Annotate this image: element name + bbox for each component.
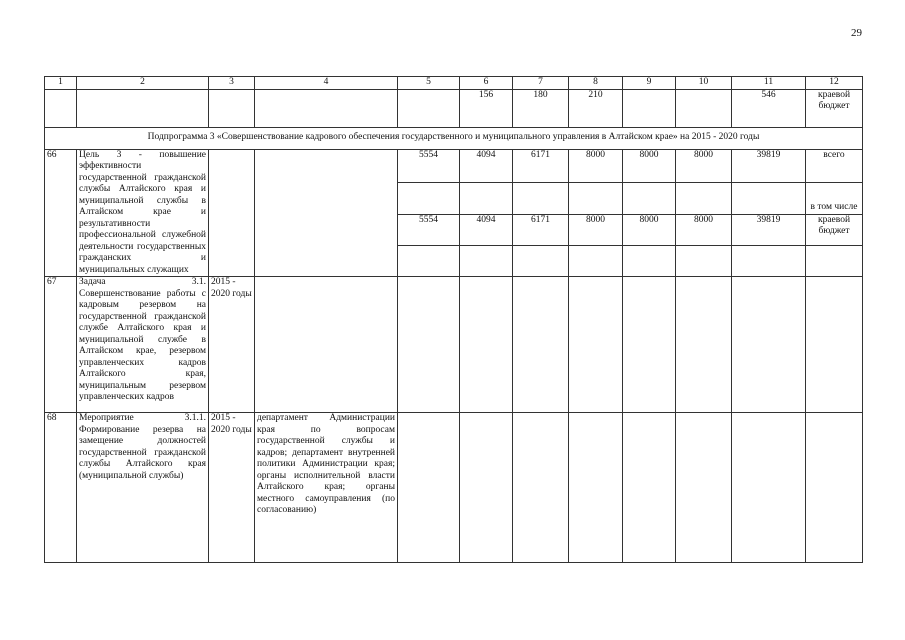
cell-value: 4094 [460,214,513,245]
cell-value: 39819 [732,149,806,183]
column-number: 5 [398,77,460,90]
cell-value: 6171 [513,149,569,183]
cell-value: 180 [513,89,569,127]
cell-value: 8000 [676,214,732,245]
cell-value: 210 [569,89,623,127]
program-table [44,76,863,563]
table-row [45,277,863,413]
funding-source: всего [806,149,863,183]
column-number: 10 [676,77,732,90]
cell-value: 546 [732,89,806,127]
measure-text: Мероприятие 3.1.1. Формирование резерва на замещение должностей государственной гражданской службы Алтайского края (муниципальной службы) [77,413,209,563]
row-number: 68 [45,413,77,563]
subprogram-title: Подпрограмма 3 «Совершенствование кадрового обеспечения государственного и муниципального управления в Алтайском крае» на 2015 - 2020 годы [45,127,863,149]
cell-value: 5554 [398,149,460,183]
executors-text: департамент Администрации края по вопросам государственной службы и кадров; департамент внутренней политики Администрации края; органы исполнительной власти Алтайского края; органы местного самоуправления (по согласованию) [255,413,398,563]
cell-value: 8000 [569,149,623,183]
cell-value: 8000 [623,214,676,245]
column-number: 4 [255,77,398,90]
row-number: 67 [45,277,77,413]
cell-value: 156 [460,89,513,127]
column-number: 3 [209,77,255,90]
column-number: 7 [513,77,569,90]
period-cell: 2015 - 2020 годы [209,413,255,563]
task-text: Задача 3.1. Совершенствование работы с кадровым резервом на государственной гражданской службе Алтайского края и муниципальной службе в Алтайском крае, резервом управленческих кадров Алтайского края, муниципальным резервом управленческих кадров [77,277,209,413]
column-number: 2 [77,77,209,90]
cell-value: 39819 [732,214,806,245]
funding-source: в том числе [806,183,863,214]
page-number: 29 [851,27,862,39]
column-numbers-row [45,77,863,90]
cell-value: 8000 [676,149,732,183]
funding-source: краевой бюджет [806,89,863,127]
cell-value: 4094 [460,149,513,183]
funding-source: краевой бюджет [806,214,863,245]
period-cell: 2015 - 2020 годы [209,277,255,413]
column-number: 11 [732,77,806,90]
cell-value: 6171 [513,214,569,245]
row-number: 66 [45,149,77,277]
goal-text: Цель 3 - повышение эффективности государственной гражданской службы Алтайского края и муниципальной службы в Алтайском крае и результативности профессиональной служебной деятельности государственных гражданских и муниципальных служащих [77,149,209,277]
table-row [45,89,863,127]
cell-value: 8000 [623,149,676,183]
cell-value: 5554 [398,214,460,245]
column-number: 6 [460,77,513,90]
column-number: 9 [623,77,676,90]
subprogram-row [45,127,863,149]
table-row [45,149,863,183]
column-number: 1 [45,77,77,90]
cell-value: 8000 [569,214,623,245]
column-number: 8 [569,77,623,90]
table-row [45,413,863,563]
column-number: 12 [806,77,863,90]
